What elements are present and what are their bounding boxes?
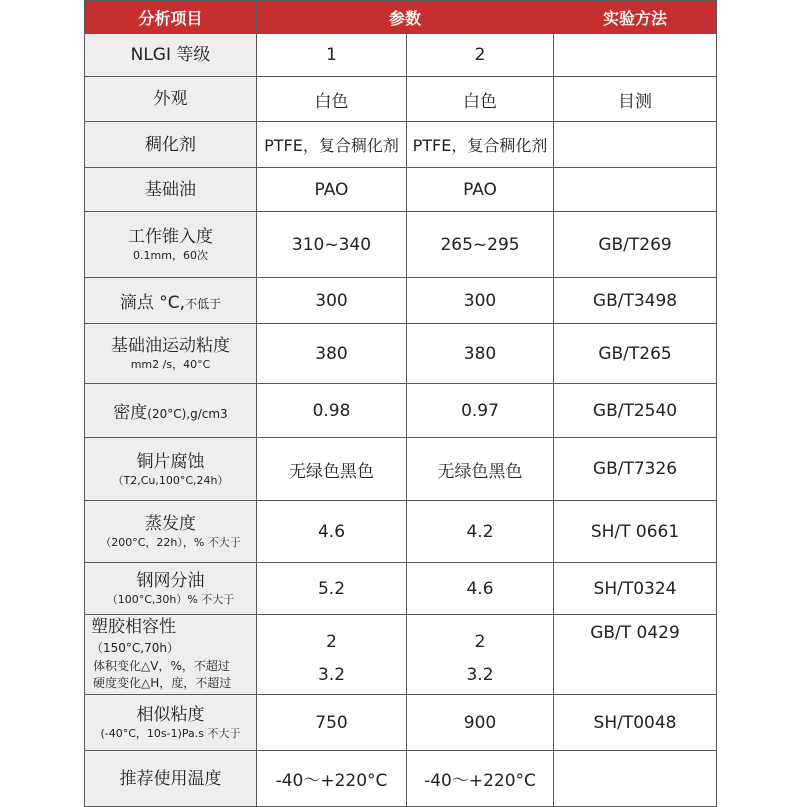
value-2: 2 — [407, 34, 554, 77]
table-row — [85, 34, 717, 77]
value-1a: 2 — [326, 631, 337, 652]
param-name-cell — [85, 695, 257, 751]
param-condition: 0.1mm，60次 — [133, 249, 208, 262]
value-2: -40～+220°C — [407, 751, 554, 807]
header-item: 分析项目 — [85, 1, 257, 34]
value-1: 380 — [257, 324, 407, 384]
table-row — [85, 278, 717, 324]
value-1: 300 — [257, 278, 407, 324]
value-1: 750 — [257, 695, 407, 751]
param-name: NLGI 等级 — [130, 45, 211, 65]
table-row — [85, 501, 717, 563]
value-2: 白色 — [407, 77, 554, 122]
value-1b: 3.2 — [317, 664, 346, 685]
param-condition: （200°C，22h），% 不大于 — [100, 536, 241, 549]
method: GB/T2540 — [554, 384, 717, 438]
header-params: 参数 — [257, 1, 554, 34]
param-name: 外观 — [153, 89, 188, 109]
param-sub-line: 体积变化△V，%，不超过 — [93, 659, 230, 673]
method — [554, 168, 717, 212]
param-name-cell — [85, 615, 257, 695]
table-row — [85, 563, 717, 615]
table-row — [85, 324, 717, 384]
param-name-cell — [85, 168, 257, 212]
param-condition: mm2 /s，40°C — [130, 358, 211, 371]
table-row — [85, 384, 717, 438]
param-name: 钢网分油 — [136, 571, 205, 591]
value-1: 310~340 — [257, 212, 407, 278]
table-row — [85, 438, 717, 501]
param-name-cell — [85, 34, 257, 77]
param-name: 工作锥入度 — [128, 227, 213, 247]
header-method: 实验方法 — [554, 1, 717, 34]
value-1: -40～+220°C — [257, 751, 407, 807]
param-name-cell — [85, 212, 257, 278]
param-name: 塑胶相容性 — [91, 617, 176, 637]
param-name-cell — [85, 751, 257, 807]
method — [554, 751, 717, 807]
value-1: PTFE，复合稠化剂 — [257, 122, 407, 168]
value-2a: 2 — [474, 631, 486, 652]
value-1: 5.2 — [257, 563, 407, 615]
value-2: PAO — [407, 168, 554, 212]
method: GB/T7326 — [554, 438, 717, 501]
value-2b: 3.2 — [466, 664, 494, 685]
value-2: 300 — [407, 278, 554, 324]
param-name-cell — [85, 77, 257, 122]
value-1-cell — [257, 615, 407, 695]
param-name-cell — [85, 501, 257, 563]
param-name: 基础油 — [145, 179, 196, 200]
header-row — [85, 1, 717, 34]
method: GB/T3498 — [554, 278, 717, 324]
value-1: 0.98 — [257, 384, 407, 438]
table-row — [85, 212, 717, 278]
param-name-cell — [85, 384, 257, 438]
table-row — [85, 77, 717, 122]
value-2: 无绿色黑色 — [407, 438, 554, 501]
table-row — [85, 615, 717, 695]
param-name: 铜片腐蚀 — [136, 451, 205, 472]
param-condition: （T2,Cu,100°C,24h） — [112, 473, 229, 487]
param-name: 稠化剂 — [145, 134, 196, 155]
value-1: 4.6 — [257, 501, 407, 563]
param-name-cell — [85, 278, 257, 324]
method: SH/T0324 — [554, 563, 717, 615]
param-sub-line: 硬度变化△H，度，不超过 — [93, 676, 232, 690]
param-name-cell — [85, 324, 257, 384]
table-row — [85, 122, 717, 168]
table-row — [85, 751, 717, 807]
method: 目测 — [554, 77, 717, 122]
value-2: 4.6 — [407, 563, 554, 615]
param-condition: 不低于 — [185, 297, 222, 311]
method: GB/T 0429 — [554, 615, 717, 695]
param-condition: （150°C,70h） — [91, 641, 179, 655]
spec-table — [84, 0, 717, 807]
param-name: 蒸发度 — [145, 514, 196, 534]
param-name-cell — [85, 438, 257, 501]
value-2: 265~295 — [407, 212, 554, 278]
value-1: 1 — [257, 34, 407, 77]
param-name: 密度 — [113, 403, 148, 423]
param-condition: (-40°C，10s-1)Pa.s 不大于 — [100, 727, 241, 740]
value-2-cell — [407, 615, 554, 695]
param-name-cell — [85, 563, 257, 615]
value-1: 白色 — [257, 77, 407, 122]
method: GB/T265 — [554, 324, 717, 384]
param-name: 相似粘度 — [136, 705, 205, 725]
value-2: PTFE，复合稠化剂 — [407, 122, 554, 168]
param-condition: （100°C,30h）% 不大于 — [106, 593, 235, 606]
param-name: 滴点 °C, — [119, 293, 186, 313]
param-condition: (20°C),g/cm3 — [147, 407, 228, 421]
value-2: 0.97 — [407, 384, 554, 438]
method: SH/T0048 — [554, 695, 717, 751]
value-2: 380 — [407, 324, 554, 384]
value-1: PAO — [257, 168, 407, 212]
spec-sheet — [84, 0, 716, 800]
table-row — [85, 168, 717, 212]
method — [554, 34, 717, 77]
method — [554, 122, 717, 168]
param-name-cell — [85, 122, 257, 168]
param-name: 基础油运动粘度 — [111, 336, 230, 356]
value-2: 900 — [407, 695, 554, 751]
method: GB/T269 — [554, 212, 717, 278]
value-1: 无绿色黑色 — [257, 438, 407, 501]
value-2: 4.2 — [407, 501, 554, 563]
table-row — [85, 695, 717, 751]
param-name: 推荐使用温度 — [119, 768, 222, 789]
method: SH/T 0661 — [554, 501, 717, 563]
